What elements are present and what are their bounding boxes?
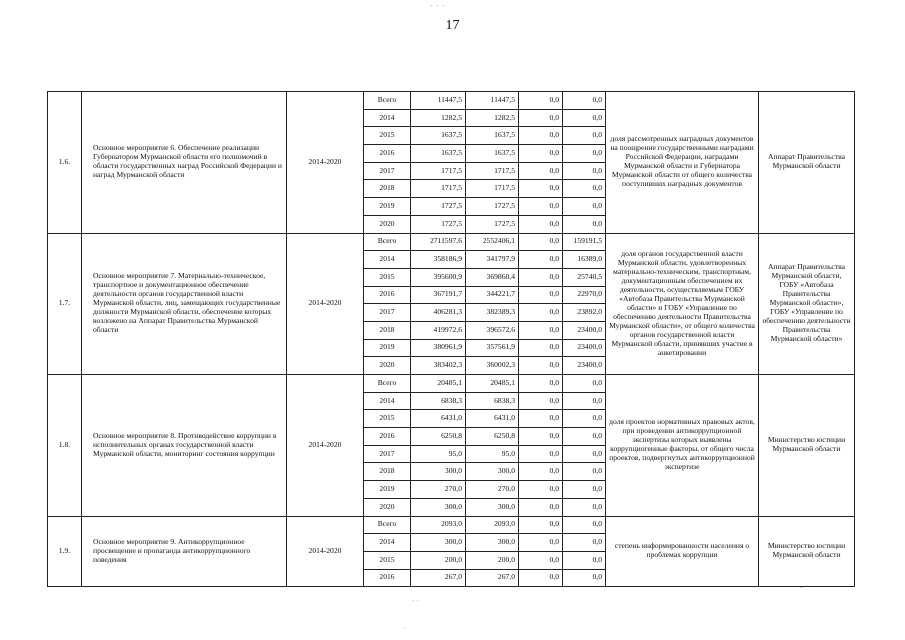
activity-period: 2014-2020 bbox=[287, 375, 364, 517]
federal-budget-cell: 0,0 bbox=[519, 321, 563, 339]
year-cell: 2019 bbox=[364, 198, 411, 216]
activity-number: 1.7. bbox=[48, 233, 82, 375]
other-sources-cell: 0,0 bbox=[563, 145, 606, 163]
federal-budget-cell: 0,0 bbox=[519, 375, 563, 393]
regional-budget-cell: 300,0 bbox=[466, 463, 519, 481]
other-sources-cell: 16389,0 bbox=[563, 251, 606, 269]
federal-budget-cell: 0,0 bbox=[519, 445, 563, 463]
federal-budget-cell: 0,0 bbox=[519, 268, 563, 286]
other-sources-cell: 0,0 bbox=[563, 445, 606, 463]
total-cell: 395600,9 bbox=[411, 268, 466, 286]
total-cell: 11447,5 bbox=[411, 92, 466, 110]
other-sources-cell: 23400,0 bbox=[563, 357, 606, 375]
year-cell: 2019 bbox=[364, 481, 411, 499]
regional-budget-cell: 6431,0 bbox=[466, 410, 519, 428]
page-number: 17 bbox=[445, 18, 460, 33]
regional-budget-cell: 300,0 bbox=[466, 498, 519, 516]
indicator-cell: доля органов государственной власти Мурманской области, удовлетворенных материально-техническим, транспортным, документационным обеспечением их деятельности, осуществляемым ГОБУ «Автобаза Правительства Мурманской области» и ГОБУ «Управление по обеспечению деятельности Правительства Мурманской области», от общего количества органов государственной власти Мурманской области, принявших участие в анкетировании bbox=[606, 233, 759, 375]
other-sources-cell: 0,0 bbox=[563, 428, 606, 446]
activity-number: 1.6. bbox=[48, 92, 82, 234]
federal-budget-cell: 0,0 bbox=[519, 162, 563, 180]
regional-budget-cell: 95,0 bbox=[466, 445, 519, 463]
total-cell: 270,0 bbox=[411, 481, 466, 499]
activity-period: 2014-2020 bbox=[287, 516, 364, 587]
year-cell: 2019 bbox=[364, 339, 411, 357]
year-cell: 2016 bbox=[364, 569, 411, 587]
regional-budget-cell: 1717,5 bbox=[466, 180, 519, 198]
total-cell: 2093,0 bbox=[411, 516, 466, 534]
table-row bbox=[48, 375, 855, 393]
executor-cell: Министерство юстиции Мурманской области bbox=[759, 375, 855, 517]
total-cell: 419972,6 bbox=[411, 321, 466, 339]
regional-budget-cell: 200,0 bbox=[466, 551, 519, 569]
total-cell: 1637,5 bbox=[411, 145, 466, 163]
regional-budget-cell: 357561,9 bbox=[466, 339, 519, 357]
total-cell: 20485,1 bbox=[411, 375, 466, 393]
executor-cell: Аппарат Правительства Мурманской области bbox=[759, 92, 855, 234]
year-cell: 2015 bbox=[364, 127, 411, 145]
total-cell: 300,0 bbox=[411, 498, 466, 516]
federal-budget-cell: 0,0 bbox=[519, 251, 563, 269]
regional-budget-cell: 11447,5 bbox=[466, 92, 519, 110]
other-sources-cell: 23400,0 bbox=[563, 321, 606, 339]
federal-budget-cell: 0,0 bbox=[519, 215, 563, 233]
other-sources-cell: 0,0 bbox=[563, 551, 606, 569]
activity-name: Основное мероприятие 8. Противодействие коррупции в исполнительных органах государственной власти Мурманской области, мониторинг состояния коррупции bbox=[82, 375, 287, 517]
year-cell: 2015 bbox=[364, 551, 411, 569]
year-cell: 2016 bbox=[364, 428, 411, 446]
activity-name: Основное мероприятие 9. Антикоррупционное просвещение и пропаганда антикоррупционного поведения bbox=[82, 516, 287, 587]
regional-budget-cell: 2093,0 bbox=[466, 516, 519, 534]
other-sources-cell: 0,0 bbox=[563, 569, 606, 587]
regional-budget-cell: 20485,1 bbox=[466, 375, 519, 393]
other-sources-cell: 0,0 bbox=[563, 375, 606, 393]
activity-period: 2014-2020 bbox=[287, 92, 364, 234]
total-cell: 6431,0 bbox=[411, 410, 466, 428]
other-sources-cell: 0,0 bbox=[563, 180, 606, 198]
regional-budget-cell: 1717,5 bbox=[466, 162, 519, 180]
regional-budget-cell: 270,0 bbox=[466, 481, 519, 499]
year-cell: 2014 bbox=[364, 109, 411, 127]
regional-budget-cell: 341797,9 bbox=[466, 251, 519, 269]
activity-number: 1.9. bbox=[48, 516, 82, 587]
other-sources-cell: 0,0 bbox=[563, 109, 606, 127]
year-cell: 2017 bbox=[364, 304, 411, 322]
other-sources-cell: 159191,5 bbox=[563, 233, 606, 251]
federal-budget-cell: 0,0 bbox=[519, 180, 563, 198]
regional-budget-cell: 369860,4 bbox=[466, 268, 519, 286]
year-cell: 2015 bbox=[364, 268, 411, 286]
federal-budget-cell: 0,0 bbox=[519, 198, 563, 216]
table-row bbox=[48, 516, 855, 534]
federal-budget-cell: 0,0 bbox=[519, 357, 563, 375]
total-cell: 367191,7 bbox=[411, 286, 466, 304]
federal-budget-cell: 0,0 bbox=[519, 428, 563, 446]
other-sources-cell: 25740,5 bbox=[563, 268, 606, 286]
federal-budget-cell: 0,0 bbox=[519, 498, 563, 516]
federal-budget-cell: 0,0 bbox=[519, 127, 563, 145]
federal-budget-cell: 0,0 bbox=[519, 569, 563, 587]
other-sources-cell: 0,0 bbox=[563, 410, 606, 428]
regional-budget-cell: 1282,5 bbox=[466, 109, 519, 127]
year-cell: 2014 bbox=[364, 534, 411, 552]
year-cell: 2018 bbox=[364, 180, 411, 198]
regional-budget-cell: 344221,7 bbox=[466, 286, 519, 304]
executor-cell: Министерство юстиции Мурманской области bbox=[759, 516, 855, 587]
total-cell: 1637,5 bbox=[411, 127, 466, 145]
federal-budget-cell: 0,0 bbox=[519, 286, 563, 304]
year-cell: 2017 bbox=[364, 445, 411, 463]
total-cell: 358186,9 bbox=[411, 251, 466, 269]
year-cell: 2017 bbox=[364, 162, 411, 180]
federal-budget-cell: 0,0 bbox=[519, 392, 563, 410]
federal-budget-cell: 0,0 bbox=[519, 551, 563, 569]
year-cell: 2020 bbox=[364, 215, 411, 233]
other-sources-cell: 0,0 bbox=[563, 162, 606, 180]
federal-budget-cell: 0,0 bbox=[519, 339, 563, 357]
other-sources-cell: 0,0 bbox=[563, 215, 606, 233]
activity-name: Основное мероприятие 6. Обеспечение реализации Губернатором Мурманской области его полномочий в области государственных наград Российской Федерации и наград Мурманской области bbox=[82, 92, 287, 234]
year-cell: Всего bbox=[364, 375, 411, 393]
total-cell: 383402,3 bbox=[411, 357, 466, 375]
regional-budget-cell: 360002,3 bbox=[466, 357, 519, 375]
year-cell: 2018 bbox=[364, 321, 411, 339]
federal-budget-cell: 0,0 bbox=[519, 410, 563, 428]
year-cell: 2016 bbox=[364, 145, 411, 163]
other-sources-cell: 0,0 bbox=[563, 463, 606, 481]
other-sources-cell: 0,0 bbox=[563, 534, 606, 552]
indicator-cell: доля проектов нормативных правовых актов, при проведении антикоррупционной экспертизы которых выявлены коррупциогенные факторы, от общего числа проектов, подвергнутых антикоррупционной экспертизе bbox=[606, 375, 759, 517]
program-activities-table bbox=[47, 91, 855, 587]
federal-budget-cell: 0,0 bbox=[519, 463, 563, 481]
total-cell: 1717,5 bbox=[411, 180, 466, 198]
indicator-cell: степень информированности населения о проблемах коррупции bbox=[606, 516, 759, 587]
activity-number: 1.8. bbox=[48, 375, 82, 517]
total-cell: 2711597,6 bbox=[411, 233, 466, 251]
activity-period: 2014-2020 bbox=[287, 233, 364, 375]
year-cell: Всего bbox=[364, 516, 411, 534]
regional-budget-cell: 1637,5 bbox=[466, 145, 519, 163]
total-cell: 6838,3 bbox=[411, 392, 466, 410]
regional-budget-cell: 6250,8 bbox=[466, 428, 519, 446]
total-cell: 95,0 bbox=[411, 445, 466, 463]
regional-budget-cell: 396572,6 bbox=[466, 321, 519, 339]
total-cell: 1727,5 bbox=[411, 215, 466, 233]
executor-cell: Аппарат Правительства Мурманской области, ГОБУ «Автобаза Правительства Мурманской области», ГОБУ «Управление по обеспечению деятельности Правительства Мурманской области» bbox=[759, 233, 855, 375]
total-cell: 300,0 bbox=[411, 534, 466, 552]
table-row bbox=[48, 233, 855, 251]
total-cell: 300,0 bbox=[411, 463, 466, 481]
year-cell: 2020 bbox=[364, 357, 411, 375]
indicator-cell: доля рассмотренных наградных документов на поощрение государственными наградами Российской Федерации, наградами Мурманской области и Губернатора Мурманской области от общего количества поступивших наградных документов bbox=[606, 92, 759, 234]
year-cell: Всего bbox=[364, 92, 411, 110]
total-cell: 200,0 bbox=[411, 551, 466, 569]
other-sources-cell: 0,0 bbox=[563, 498, 606, 516]
other-sources-cell: 0,0 bbox=[563, 127, 606, 145]
other-sources-cell: 23400,0 bbox=[563, 339, 606, 357]
total-cell: 1727,5 bbox=[411, 198, 466, 216]
federal-budget-cell: 0,0 bbox=[519, 145, 563, 163]
federal-budget-cell: 0,0 bbox=[519, 304, 563, 322]
other-sources-cell: 0,0 bbox=[563, 392, 606, 410]
total-cell: 380961,9 bbox=[411, 339, 466, 357]
total-cell: 1282,5 bbox=[411, 109, 466, 127]
federal-budget-cell: 0,0 bbox=[519, 481, 563, 499]
regional-budget-cell: 2552406,1 bbox=[466, 233, 519, 251]
activity-name: Основное мероприятие 7. Материально-техническое, транспортное и документационное обеспечение деятельности органов государственной власти Мурманской области, лиц, замещающих государственные должности Мурманской области, обеспечение которых возложено на Аппарат Правительства Мурманской области bbox=[82, 233, 287, 375]
regional-budget-cell: 6838,3 bbox=[466, 392, 519, 410]
year-cell: 2014 bbox=[364, 392, 411, 410]
year-cell: 2016 bbox=[364, 286, 411, 304]
federal-budget-cell: 0,0 bbox=[519, 92, 563, 110]
year-cell: 2014 bbox=[364, 251, 411, 269]
federal-budget-cell: 0,0 bbox=[519, 233, 563, 251]
total-cell: 267,0 bbox=[411, 569, 466, 587]
year-cell: 2018 bbox=[364, 463, 411, 481]
federal-budget-cell: 0,0 bbox=[519, 516, 563, 534]
other-sources-cell: 0,0 bbox=[563, 516, 606, 534]
other-sources-cell: 0,0 bbox=[563, 92, 606, 110]
regional-budget-cell: 267,0 bbox=[466, 569, 519, 587]
total-cell: 406281,3 bbox=[411, 304, 466, 322]
other-sources-cell: 22970,0 bbox=[563, 286, 606, 304]
year-cell: 2020 bbox=[364, 498, 411, 516]
table-body bbox=[48, 92, 855, 587]
federal-budget-cell: 0,0 bbox=[519, 109, 563, 127]
table-row bbox=[48, 92, 855, 110]
federal-budget-cell: 0,0 bbox=[519, 534, 563, 552]
regional-budget-cell: 382389,3 bbox=[466, 304, 519, 322]
top-scan-mark: · · · bbox=[430, 2, 446, 10]
regional-budget-cell: 1727,5 bbox=[466, 215, 519, 233]
other-sources-cell: 0,0 bbox=[563, 198, 606, 216]
year-cell: 2015 bbox=[364, 410, 411, 428]
regional-budget-cell: 300,0 bbox=[466, 534, 519, 552]
regional-budget-cell: 1727,5 bbox=[466, 198, 519, 216]
total-cell: 1717,5 bbox=[411, 162, 466, 180]
total-cell: 6250,8 bbox=[411, 428, 466, 446]
year-cell: Всего bbox=[364, 233, 411, 251]
regional-budget-cell: 1637,5 bbox=[466, 127, 519, 145]
other-sources-cell: 23892,0 bbox=[563, 304, 606, 322]
other-sources-cell: 0,0 bbox=[563, 481, 606, 499]
